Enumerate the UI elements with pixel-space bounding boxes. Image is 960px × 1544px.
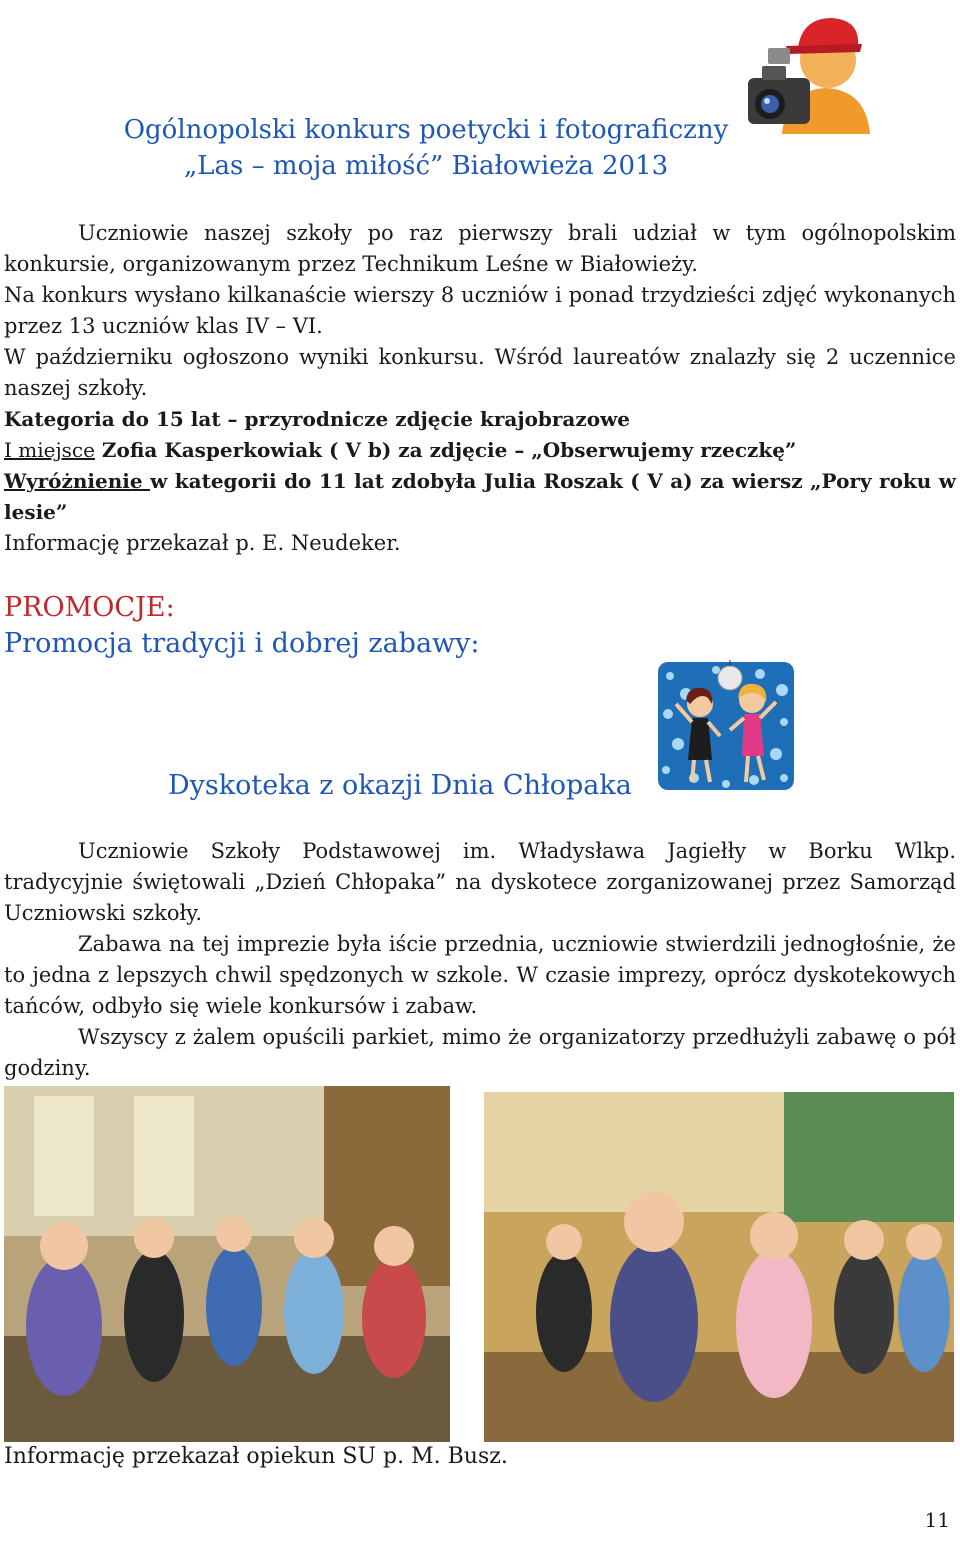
- disco-paragraph-2: Zabawa na tej imprezie była iście przednia, uczniowie stwierdzili jednogłośnie, że to jedna z lepszych chwil spędzonych w szkole. W czasie imprezy, oprócz dyskotekowych tańców, odbyło się wiele konkursów i zabaw.: [4, 932, 956, 1018]
- page-number: 11: [924, 1508, 950, 1532]
- contest-paragraph-2: Na konkurs wysłano kilkanaście wierszy 8 uczniów i ponad trzydzieści zdjęć wykonanych przez 13 uczniów klas IV – VI.: [4, 283, 956, 338]
- promotions-subheading: Promocja tradycji i dobrej zabawy:: [4, 628, 480, 659]
- contest-section: [4, 218, 956, 559]
- disco-dancers-illustration: [656, 660, 796, 792]
- title-line-2: „Las – moja miłość” Białowieża 2013: [183, 151, 669, 181]
- distinction-line: [4, 466, 956, 528]
- disco-photo-right: [484, 1092, 954, 1442]
- photographer-icon: [742, 4, 878, 140]
- category-line: Kategoria do 15 lat – przyrodnicze zdjęcie krajobrazowe: [4, 407, 631, 431]
- first-place-text: Zofia Kasperkowiak ( V b) za zdjęcie – „Obserwujemy rzeczkę”: [94, 438, 797, 462]
- distinction-text: w kategorii do 11 lat zdobyła Julia Roszak ( V a) za wiersz „Pory roku w lesie”: [4, 469, 956, 524]
- first-place-line: [4, 435, 956, 466]
- disco-paragraph-1: Uczniowie Szkoły Podstawowej im. Władysława Jagiełły w Borku Wlkp. tradycyjnie świętowali „Dzień Chłopaka” na dyskotece zorganizowanej przez Samorząd Uczniowski szkoły.: [4, 839, 956, 925]
- photo-caption: Informację przekazał opiekun SU p. M. Busz.: [4, 1444, 508, 1469]
- title-line-1: Ogólnopolski konkurs poetycki i fotograficzny: [123, 115, 729, 145]
- contest-paragraph-3: W październiku ogłoszono wyniki konkursu. Wśród laureatów znalazły się 2 uczennice naszej szkoły.: [4, 345, 956, 400]
- contest-info: Informację przekazał p. E. Neudeker.: [4, 531, 401, 555]
- first-place-label: I miejsce: [4, 438, 95, 462]
- disco-section: [4, 836, 956, 1084]
- disco-paragraph-3: Wszyscy z żalem opuścili parkiet, mimo że organizatorzy przedłużyli zabawę o pół godziny.: [4, 1025, 956, 1080]
- contest-paragraph-1: Uczniowie naszej szkoły po raz pierwszy brali udział w tym ogólnopolskim konkursie, organizowanym przez Technikum Leśne w Białowieży.: [4, 221, 956, 276]
- disco-title: Dyskoteka z okazji Dnia Chłopaka: [168, 770, 632, 801]
- article-title: [86, 112, 766, 184]
- promotions-heading: PROMOCJE:: [4, 592, 175, 623]
- disco-photo-left: [4, 1086, 450, 1442]
- distinction-label: Wyróżnienie: [4, 469, 151, 493]
